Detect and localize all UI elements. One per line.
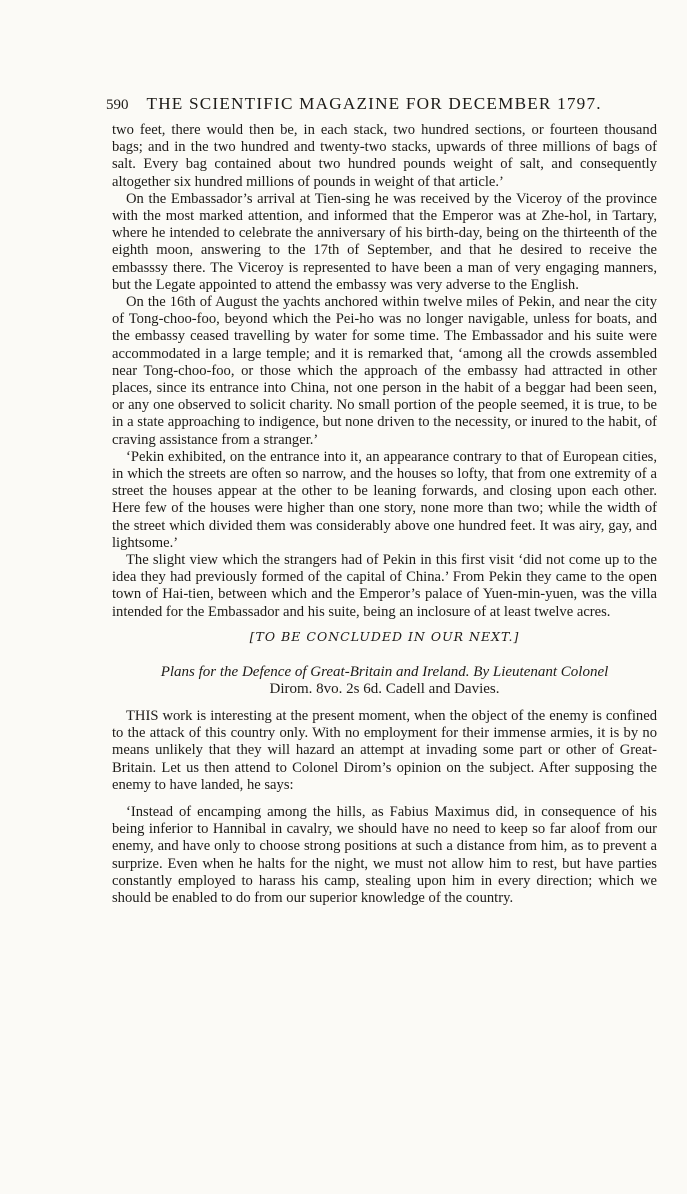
review-title: [112, 664, 657, 698]
page-number: 590: [106, 97, 129, 113]
review-paragraph: THIS work is interesting at the present moment, when the object of the enemy is confined to the attack of this country only. With no employment for their immense armies, it is by no means unlikely that they will hazard an attempt at invading some part or other of Great-Britain. Let us then attend to Colonel Dirom’s opinion on the subject. After supposing the enemy to have landed, he says:: [112, 707, 657, 793]
review-quote: ‘Instead of encamping among the hills, as Fabius Maximus did, in consequence of his being inferior to Hannibal in cavalry, we should have no need to keep so far aloof from our enemy, and have only to choose strong positions at such a distance from him, as to prevent a surprize. Even when he halts for the night, we must not allow him to rest, but have parties constantly employed to harass his camp, stealing upon him in every direction; which we should be enabled to do from our superior knowledge of the country.: [112, 803, 657, 906]
article-paragraph: On the Embassador’s arrival at Tien-sing he was received by the Viceroy of the province with the most marked attention, and informed that the Emperor was at Zhe-hol, in Tartary, where he intended to celebrate the anniversary of his birth-day, being on the thirteenth of the eighth moon, answering to the 17th of September, and that he desired to receive the embasssy there. The Viceroy is represented to have been a man of very engaging manners, but the Legate appointed to attend the embassy was very adverse to the English.: [112, 190, 657, 293]
article-paragraph: ‘Pekin exhibited, on the entrance into it, an appearance contrary to that of European cities, in which the streets are often so narrow, and the houses so lofty, that from one extremity of a street the houses appear at the other to be leaning forwards, and closing upon each other. Here few of the houses were higher than one story, none more than two; while the width of the street which divided them was considerably above one hundred feet. It was airy, gay, and lightsome.’: [112, 448, 657, 551]
running-title: THE SCIENTIFIC MAGAZINE FOR DECEMBER 1797.: [146, 94, 602, 113]
article-paragraph: On the 16th of August the yachts anchored within twelve miles of Pekin, and near the city of Tong-choo-foo, beyond which the Pei-ho was no longer navigable, unless for boats, and the embassy ceased travelling by water for some time. The Embassador and his suite were accommodated in a large temple; and it is remarked that, ‘among all the crowds assembled near Tong-choo-foo, or those which the approach of the embassy had attracted in other places, since its entrance into China, not one person in the habit of a beggar had been seen, or any one observed to solicit charity. No small portion of the people seemed, it is true, to be in a state approaching to indigence, but none driven to the necessity, or inured to the habit, of craving assistance from a stranger.’: [112, 294, 657, 448]
review-title-sub: Dirom. 8vo. 2s 6d. Cadell and Davies.: [269, 680, 500, 697]
article-paragraph: two feet, there would then be, in each stack, two hundred sections, or fourteen thousand bags; and in the two hundred and twenty-two stacks, upwards of three millions of bags of salt. Every bag contained about two hundred pounds weight of salt, and consequently altogether six hundred millions of pounds in weight of that article.’: [112, 122, 657, 190]
running-header: [106, 94, 657, 114]
review-title-main: Plans for the Defence of Great-Britain and Ireland. By Lieutenant Colonel: [160, 663, 609, 680]
article-body: [112, 122, 657, 621]
article-paragraph: The slight view which the strangers had of Pekin in this first visit ‘did not come up to the idea they had previously formed of the capital of China.’ From Pekin they came to the open town of Hai-tien, between which and the Emperor’s palace of Yuen-min-yuen, was the villa intended for the Embassador and his suite, being an inclosure of at least twelve acres.: [112, 552, 657, 620]
review-body: [112, 708, 657, 907]
continued-note: [TO BE CONCLUDED IN OUR NEXT.]: [249, 628, 520, 644]
